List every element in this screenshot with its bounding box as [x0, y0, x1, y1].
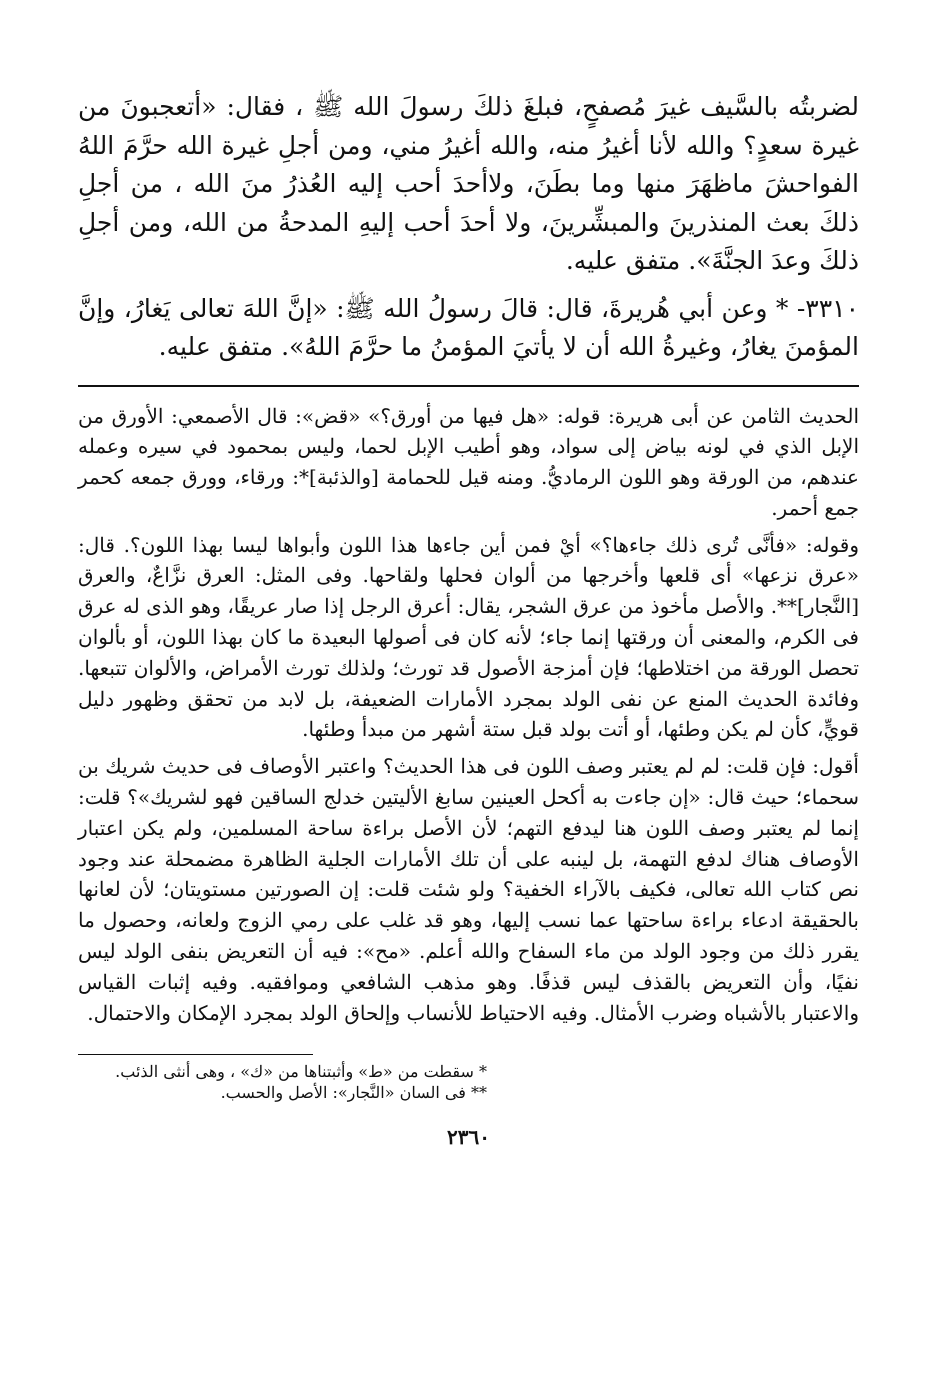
- page-number: ٢٣٦٠: [447, 1125, 490, 1150]
- section-divider: [78, 385, 859, 387]
- footnote: ** فى السان «النَّجار»: الأصل والحسب.: [220, 1083, 487, 1103]
- footnotes: [78, 1061, 859, 1103]
- commentary-section: [78, 401, 859, 1029]
- commentary-paragraph: أقول: فإن قلت: لم لم يعتبر وصف اللون فى هذا الحديث؟ واعتبر الأوصاف فى حديث شريك بن سحماء؛ حيث قال: «إن جاءت به أكحل العينين سابغ الأليتين خدلج الساقين فهو لشريك»؟ قلت: إنما لم يعتبر وصف اللون هنا ليدفع التهم؛ لأن الأصل براءة ساحة المسلمين، ولم يكن اعتبار الأوصاف هناك لدفع التهمة، بل لينبه على أن تلك الأمارات الجلية الظاهرة مضمحلة عند وجود نص كتاب الله تعالى، فكيف بالآراء الخفية؟ ولو شئت قلت: إن الصورتين مستويتان؛ لأن لعانها بالحقيقة ادعاء براءة ساحتها عما نسب إليها، وهو قد غلب على رمي الزوج ولعانه، وحصول ما يقرر ذلك من وجود الولد من ماء السفاح والله أعلم. «مح»: فيه أن التعريض بنفى الولد ليس نفيًا، وأن التعريض بالقذف ليس قذفًا. وهو مذهب الشافعي وموافقيه. وفيه إثبات القياس والاعتبار بالأشباه وضرب الأمثال. وفيه الاحتياط للأنساب وإلحاق الولد بمجرد الإمكان والاحتمال.: [78, 754, 859, 1025]
- commentary-paragraph: الحديث الثامن عن أبى هريرة: قوله: «هل فيها من أورق؟» «قض»: قال الأصمعي: الأورق من الإبل الذي في لونه بياض إلى سواد، وهو أطيب الإبل لحما، وليس بمحمود في سيره وعمله عندهم، من الورقة وهو اللون الرماديُّ. ومنه قيل للحمامة [والذئبة]*: ورقاء، وورق جمعه كحمر جمع أحمر.: [78, 403, 860, 520]
- book-page: [78, 88, 859, 1390]
- footnote-divider: [78, 1054, 313, 1055]
- commentary-paragraph: وقوله: «فأنَّى تُرى ذلك جاءها؟» أيْ فمن أين جاءها هذا اللون وأبواها ليسا بهذا اللون؟. قال: «عرق نزعها» أى قلعها وأخرجها من ألوان فحلها ولقاحها. وفى المثل: العرق نزَّاعٌ، والعرق [النَّجار]**. والأصل مأخوذ من عرق الشجر، يقال: أعرق الرجل إذا صار عريقًا، وهو الذى له عرق فى الكرم، والمعنى أن ورقتها إنما جاء؛ لأنه كان فى أصولها البعيدة ما كان بهذا اللون، أو بألوان تحصل الورقة من اختلاطها؛ فإن أمزجة الأصول قد تورث؛ ولذلك تورث الأمراض، والألوان تتبعها. وفائدة الحديث المنع عن نفى الولد بمجرد الأمارات الضعيفة، بل لابد من تحقق وظهور دليل قويٍّ، كأن لم يكن وطئها، أو أتت بولد قبل ستة أشهر من مبدأ وطئها.: [78, 532, 859, 742]
- hadith-section: [78, 88, 859, 367]
- footnote: * سقطت من «ط» وأثبتناها من «ك» ، وهى أنثى الذئب.: [115, 1062, 487, 1082]
- hadith-text: لضربتُه بالسَّيف غيرَ مُصفحٍ، فبلغَ ذلكَ رسولَ الله ﷺ ، فقال: «أتعجبونَ من غيرة سعدٍ؟ والله لأنا أغيرُ منه، والله أغيرُ مني، ومن أجلِ غيرة الله حرَّمَ اللهُ الفواحشَ ماظهَرَ منها وما بطَنَ، ولاأحدَ أحب إليه العُذرُ منَ الله ، من أجلِ ذلكَ بعث المنذرينَ والمبشِّرينَ، ولا أحدَ أحب إليهِ المدحةُ من الله، ومن أجلِ ذلكَ وعدَ الجنَّةَ». متفق عليه.: [78, 92, 860, 275]
- hadith-text: ٣٣١٠- * وعن أبي هُريرةَ، قال: قالَ رسولُ الله ﷺ: «إنَّ اللهَ تعالى يَغارُ، وإنَّ المؤمنَ يغارُ، وغيرةُ الله أن لا يأتيَ المؤمنُ ما حرَّمَ اللهُ». متفق عليه.: [78, 293, 859, 361]
